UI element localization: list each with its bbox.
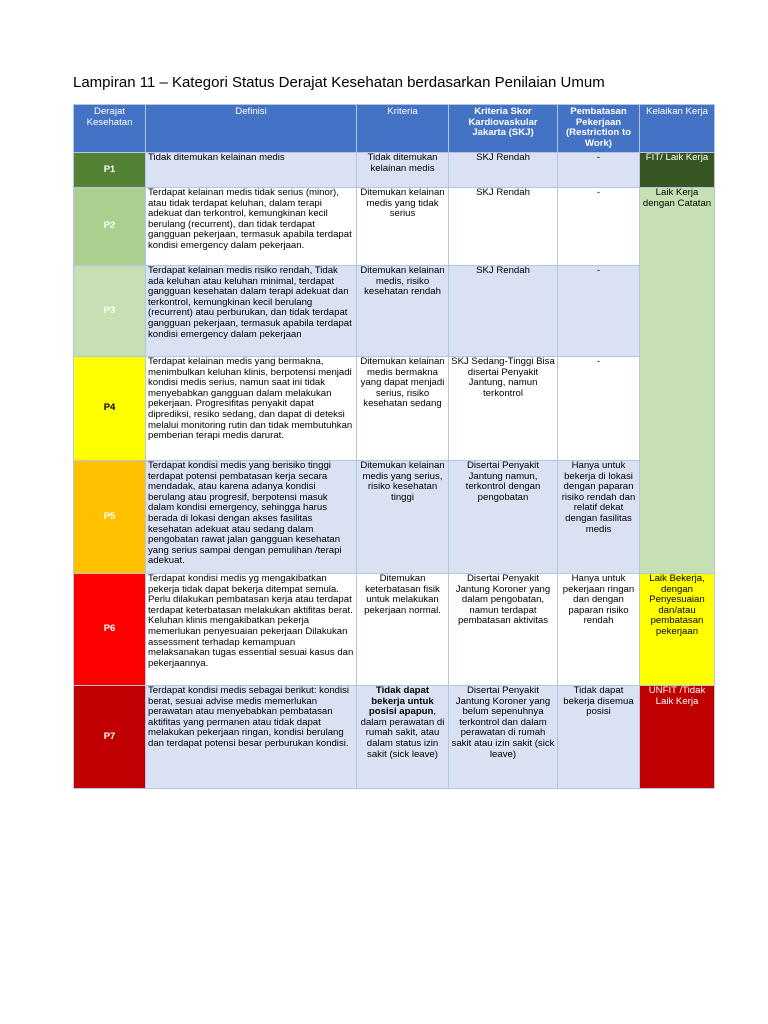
definisi-cell: Terdapat kondisi medis sebagai berikut: kondisi berat, sesuai advise medis memerlukan perawatan atau menyebabkan pembatasan aktifitas yang permanen atau tidak dapat melakukan pekerjaan ringan, kondisi berulang dan terdapat potensi besar perburukan kondisi. <box>146 686 357 789</box>
kriteria-text: , dalam perawatan di rumah sakit, atau dalam status izin sakit (sick leave) <box>360 706 445 760</box>
table-row <box>74 266 715 357</box>
kriteria-cell: Ditemukan kelainan medis yang serius, risiko kesehatan tinggi <box>357 461 449 574</box>
table-row <box>74 461 715 574</box>
definisi-cell: Terdapat kelainan medis tidak serius (minor), atau tidak terdapat keluhan, dalam terapi adekuat dan terkontrol, kemungkinan kecil berulang (recurrent), dan tidak terdapat gangguan pekerjaan, termasuk apabila terdapat kondisi emergency dalam pekerjaan. <box>146 188 357 266</box>
skj-cell: SKJ Sedang-Tinggi Bisa disertai Penyakit Jantung, namun terkontrol <box>449 357 558 461</box>
kriteria-cell <box>357 686 449 789</box>
header-definisi: Definisi <box>146 105 357 153</box>
definisi-cell: Terdapat kondisi medis yang berisiko tinggi terdapat potensi pembatasan kerja secara mendadak, atau karena adanya kondisi berulang atau progresif, berpotensi masuk dalam kondisi emergency, sehingga harus berada di lokasi dengan akses fasilitas kesehatan adekuat atau sedang dalam pengobatan rawat jalan gangguan kesehatan yang serius sampai dengan pemulihan /terapi adekuat. <box>146 461 357 574</box>
kriteria-bold-text: Tidak dapat bekerja untuk posisi apapun <box>368 685 434 718</box>
header-skj: Kriteria Skor Kardiovaskular Jakarta (SKJ) <box>449 105 558 153</box>
kriteria-cell: Ditemukan kelainan medis bermakna yang dapat menjadi serius, risiko kesehatan sedang <box>357 357 449 461</box>
skj-cell: SKJ Rendah <box>449 153 558 188</box>
skj-cell: Disertai Penyakit Jantung Koroner yang belum sepenuhnya terkontrol dan dalam perawatan di rumah sakit atau izin sakit (sick leave) <box>449 686 558 789</box>
level-cell: P7 <box>74 686 146 789</box>
skj-cell: Disertai Penyakit Jantung namun, terkontrol dengan pengobatan <box>449 461 558 574</box>
table-row <box>74 153 715 188</box>
pembatasan-cell: - <box>558 266 640 357</box>
kriteria-cell: Tidak ditemukan kelainan medis <box>357 153 449 188</box>
skj-cell: SKJ Rendah <box>449 188 558 266</box>
level-cell: P6 <box>74 574 146 686</box>
pembatasan-cell: - <box>558 357 640 461</box>
definisi-cell: Terdapat kelainan medis risiko rendah, Tidak ada keluhan atau keluhan minimal, terdapat gangguan kesehatan dalam terapi adekuat dan terkontrol, kemungkinan kecil berulang (recurrent) atau perburukan, dan tidak terdapat gangguan pekerjaan, termasuk apabila terdapat kondisi emergency dalam pekerjaan <box>146 266 357 357</box>
page-title: Lampiran 11 – Kategori Status Derajat Kesehatan berdasarkan Penilaian Umum <box>73 74 605 91</box>
definisi-cell: Terdapat kelainan medis yang bermakna, menimbulkan keluhan klinis, berpotensi menjadi kondisi medis serius, namun saat ini tidak menyebabkan gangguan dalam melakukan pekerjaan. Progresifitas penyakit dapat diprediksi, resiko sedang, dan dapat di deteksi melalui monitoring rutin dan tidak membutuhkan pemberian terapi medis darurat. <box>146 357 357 461</box>
kriteria-cell: Ditemukan keterbatasan fisik untuk melakukan pekerjaan normal. <box>357 574 449 686</box>
kelaikan-cell: UNFIT /Tidak Laik Kerja <box>640 686 715 789</box>
pembatasan-cell: Hanya untuk pekerjaan ringan dan dengan paparan risiko rendah <box>558 574 640 686</box>
kelaikan-cell: FIT/ Laik Kerja <box>640 153 715 188</box>
pembatasan-cell: - <box>558 153 640 188</box>
definisi-cell: Terdapat kondisi medis yg mengakibatkan pekerja tidak dapat bekerja ditempat semula. Perlu dilakukan pembatasan kerja atau terdapat terdapat keterbatasan melakukan aktifitas berat. Keluhan klinis mengakibatkan pekerja memerlukan penyesuaian pekerjaan Dilakukan assessment terhadap kemampuan melaksanakan tugas essential sesuai kasus dan pekerjaannya. <box>146 574 357 686</box>
level-cell: P1 <box>74 153 146 188</box>
table-row <box>74 357 715 461</box>
header-row <box>74 105 715 153</box>
skj-cell: Disertai Penyakit Jantung Koroner yang dalam pengobatan, namun terdapat pembatasan aktivitas <box>449 574 558 686</box>
table-row <box>74 574 715 686</box>
kelaikan-cell: Laik Bekerja, dengan Penyesuaian dan/atau pembatasan pekerjaan <box>640 574 715 686</box>
level-cell: P5 <box>74 461 146 574</box>
definisi-cell: Tidak ditemukan kelainan medis <box>146 153 357 188</box>
level-cell: P4 <box>74 357 146 461</box>
pembatasan-cell: Tidak dapat bekerja disemua posisi <box>558 686 640 789</box>
header-derajat: Derajat Kesehatan <box>74 105 146 153</box>
skj-cell: SKJ Rendah <box>449 266 558 357</box>
kriteria-cell: Ditemukan kelainan medis yang tidak serius <box>357 188 449 266</box>
kelaikan-cell: Laik Kerja dengan Catatan <box>640 188 715 574</box>
health-status-table <box>73 104 715 789</box>
pembatasan-cell: Hanya untuk bekerja di lokasi dengan paparan risiko rendah dan relatif dekat dengan fasilitas medis <box>558 461 640 574</box>
table-row <box>74 188 715 266</box>
header-pembatasan: Pembatasan Pekerjaan (Restriction to Work) <box>558 105 640 153</box>
table-row <box>74 686 715 789</box>
header-kelaikan: Kelaikan Kerja <box>640 105 715 153</box>
pembatasan-cell: - <box>558 188 640 266</box>
header-kriteria: Kriteria <box>357 105 449 153</box>
level-cell: P2 <box>74 188 146 266</box>
kriteria-cell: Ditemukan kelainan medis, risiko kesehatan rendah <box>357 266 449 357</box>
level-cell: P3 <box>74 266 146 357</box>
